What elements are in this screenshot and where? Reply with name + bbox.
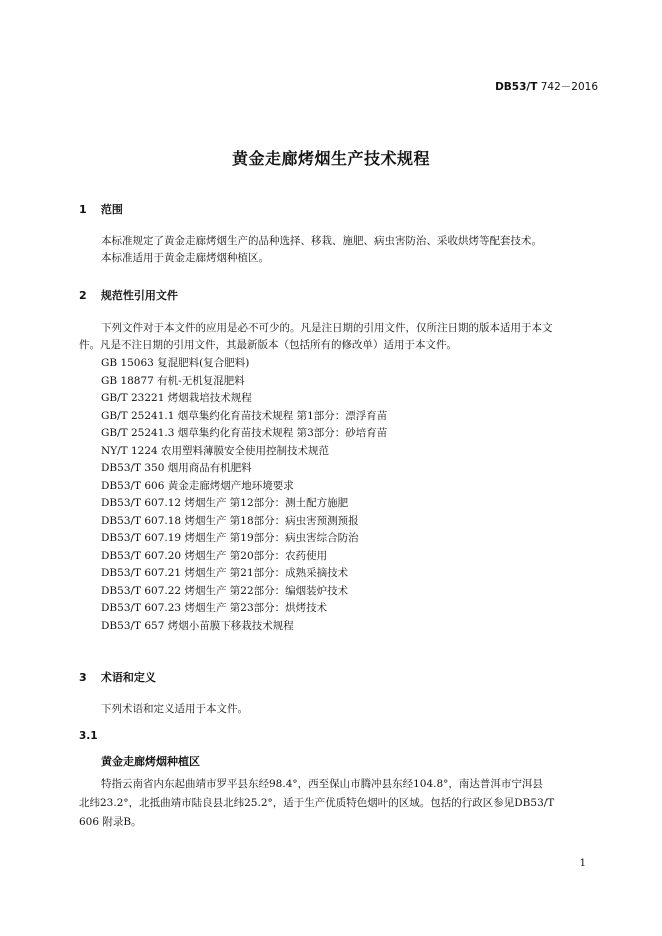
section-1-heading	[79, 201, 123, 217]
reference-item: DB53/T 607.21 烤烟生产 第21部分：成熟采摘技术	[101, 567, 349, 579]
term-name: 黄金走廊烤烟种植区	[101, 755, 200, 768]
standard-year: 742－2016	[540, 81, 598, 93]
section-1-title: 范围	[100, 203, 123, 216]
term-number: 3.1	[79, 730, 98, 742]
document-title: 黄金走廊烤烟生产技术规程	[231, 149, 430, 168]
section-2-number: 2	[79, 289, 87, 302]
section-3-number: 3	[79, 671, 87, 684]
term-definition-line-3: 606 附录B。	[79, 816, 142, 828]
page-number: 1	[579, 858, 586, 869]
reference-item: NY/T 1224 农用塑料薄膜安全使用控制技术规范	[101, 444, 330, 457]
section-2-heading	[79, 287, 178, 303]
section-1-paragraph-1: 本标准规定了黄金走廊烤烟生产的品种选择、移栽、施肥、病虫害防治、采收烘烤等配套技术。	[101, 235, 542, 247]
reference-item: DB53/T 350 烟用商品有机肥料	[101, 462, 252, 474]
reference-item: GB 18877 有机-无机复混肥料	[101, 374, 245, 387]
section-1-number: 1	[79, 203, 87, 216]
reference-item: GB 15063 复混肥料(复合肥料)	[101, 357, 250, 369]
reference-item: DB53/T 606 黄金走廊烤烟产地环境要求	[101, 479, 294, 492]
reference-item: DB53/T 607.12 烤烟生产 第12部分：测土配方施肥	[101, 497, 349, 509]
section-3-heading	[79, 669, 156, 685]
section-2-title: 规范性引用文件	[100, 289, 178, 302]
reference-item: GB/T 25241.1 烟草集约化育苗技术规程 第1部分：漂浮育苗	[101, 409, 388, 422]
standard-number-header	[495, 79, 598, 94]
reference-item: DB53/T 657 烤烟小苗膜下移栽技术规程	[101, 619, 294, 632]
section-2-intro-line-2: 件。凡是不注日期的引用文件，其最新版本（包括所有的修改单）适用于本文件。	[79, 339, 457, 351]
term-definition-line-1: 特指云南省内东起曲靖市罗平县东经98.4°，西至保山市腾冲县东经104.8°，南达普洱市宁洱县	[101, 778, 543, 790]
normative-references-list	[101, 355, 387, 635]
section-2-intro-line-1: 下列文件对于本文件的应用是必不可少的。凡是注日期的引用文件，仅所注日期的版本适用于本文	[101, 322, 553, 334]
section-3-intro: 下列术语和定义适用于本文件。	[101, 703, 248, 715]
reference-item: DB53/T 607.18 烤烟生产 第18部分：病虫害预测预报	[101, 514, 359, 527]
reference-item: DB53/T 607.23 烤烟生产 第23部分：烘烤技术	[101, 602, 328, 614]
section-1-paragraph-2: 本标准适用于黄金走廊烤烟种植区。	[101, 252, 269, 264]
reference-item: DB53/T 607.19 烤烟生产 第19部分：病虫害综合防治	[101, 532, 359, 544]
standard-code: DB53/T	[495, 81, 538, 93]
reference-item: GB/T 25241.3 烟草集约化育苗技术规程 第3部分：砂培育苗	[101, 427, 388, 439]
reference-item: DB53/T 607.20 烤烟生产 第20部分：农药使用	[101, 549, 328, 562]
reference-item: DB53/T 607.22 烤烟生产 第22部分：编烟装炉技术	[101, 584, 349, 597]
section-3-title: 术语和定义	[100, 671, 156, 684]
term-definition-line-2: 北纬23.2°，北抵曲靖市陆良县北纬25.2°，适于生产优质特色烟叶的区域。包括的行政区参见DB53/T	[79, 797, 555, 809]
reference-item: GB/T 23221 烤烟栽培技术规程	[101, 392, 252, 404]
